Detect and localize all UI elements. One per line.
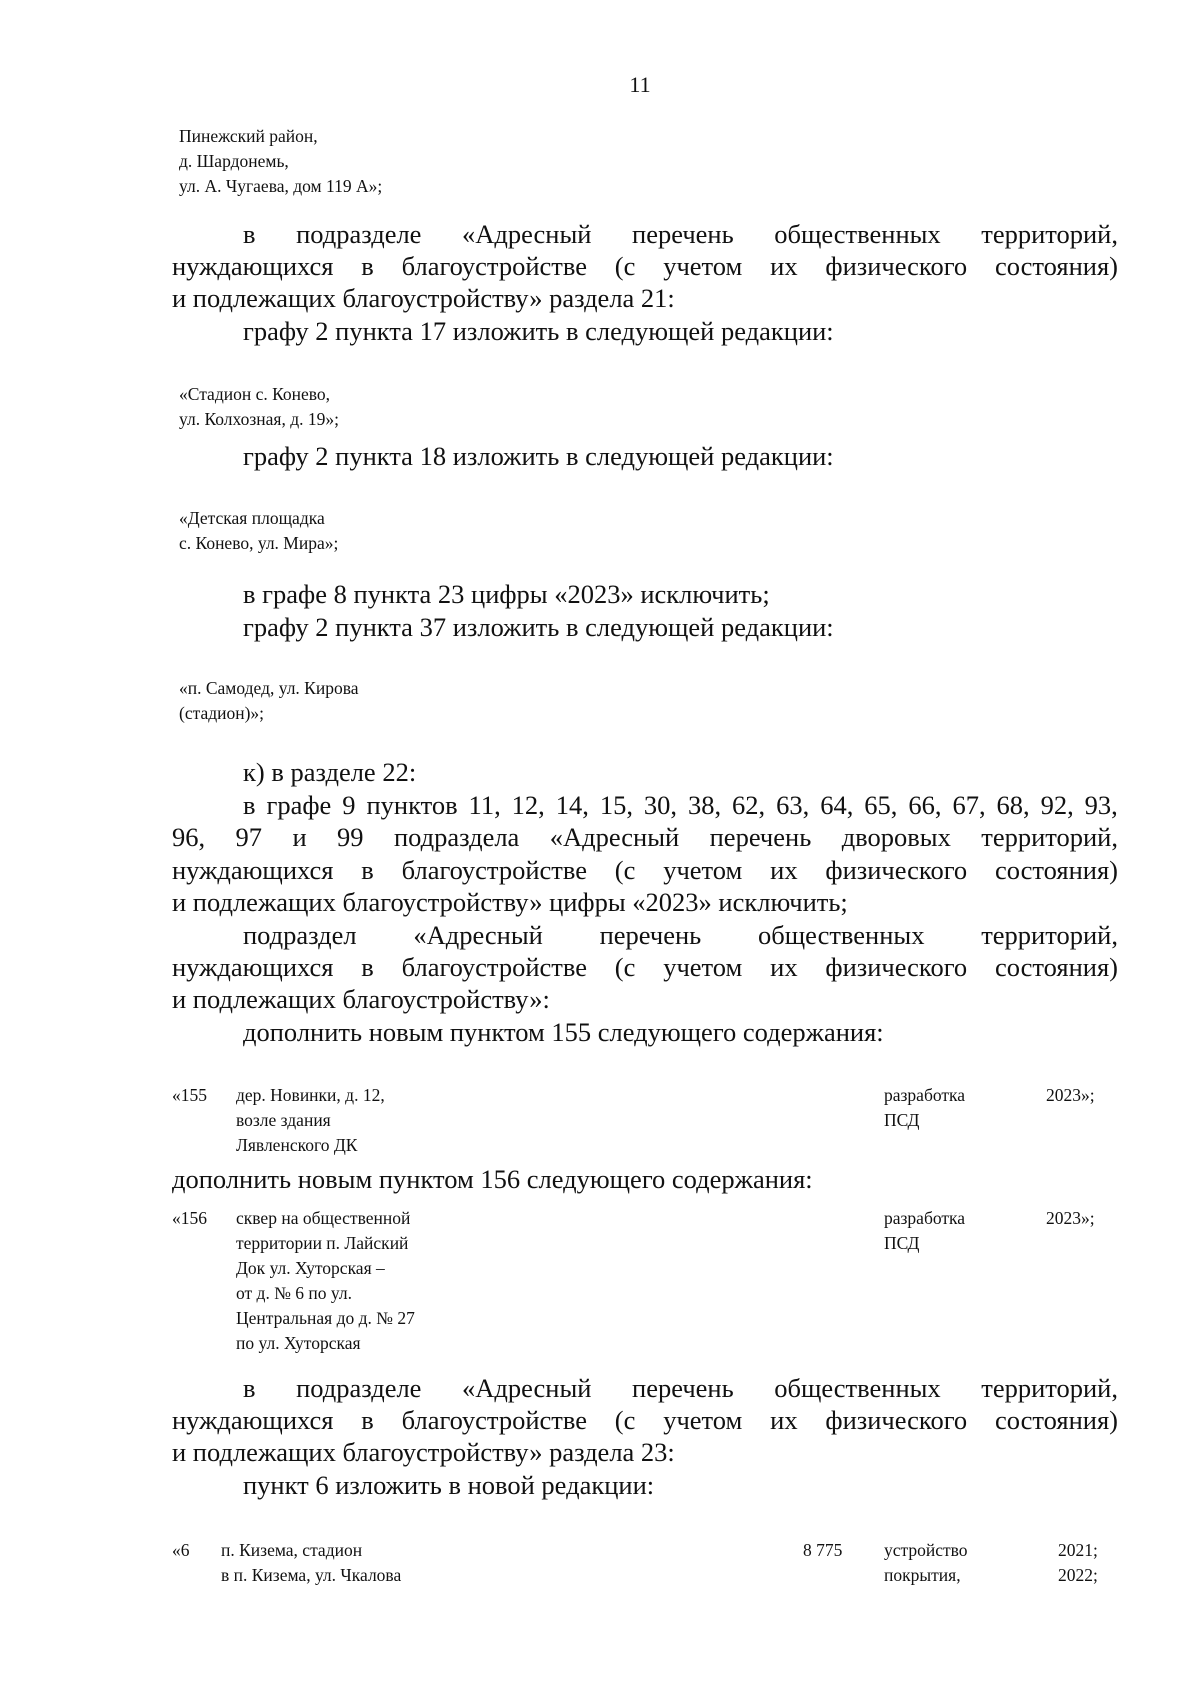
paragraph-line: в графе 8 пункта 23 цифры «2023» исключить; [243, 579, 770, 609]
address-line: д. Шардонемь, [179, 151, 289, 171]
word: «Адресный [549, 822, 680, 852]
word: 12, [511, 790, 545, 820]
address-block [179, 124, 382, 199]
word: состояния) [995, 251, 1118, 281]
word: в [243, 219, 256, 249]
paragraph-line: графу 2 пункта 17 изложить в следующей редакции: [243, 316, 834, 346]
word: 92, [1040, 790, 1074, 820]
word: пунктов [366, 790, 458, 820]
row-work: разработка ПСД [884, 1085, 966, 1130]
word: (с [614, 952, 636, 982]
row-year: 2023»; [1046, 1208, 1095, 1228]
word: 9 [342, 790, 356, 820]
row-number: «6 [172, 1540, 190, 1560]
paragraph-line [172, 251, 1118, 282]
word: перечень [632, 219, 734, 249]
address-line: Пинежский район, [179, 126, 318, 146]
word: физического [825, 251, 968, 281]
word: нуждающихся [172, 1405, 334, 1435]
row-years: 2021; 2022; [1058, 1540, 1098, 1585]
word: (с [614, 855, 636, 885]
word: 65, [864, 790, 898, 820]
row-name: сквер на общественной территории п. Лайский Док ул. Хуторская – от д. № 6 по ул. Центральная до д. № 27 по ул. Хуторская [236, 1208, 415, 1353]
address-line: ул. А. Чугаева, дом 119 А»; [179, 176, 383, 196]
word: 30, [643, 790, 678, 820]
word: нуждающихся [172, 952, 334, 982]
paragraph-line [243, 920, 1118, 951]
word: их [770, 952, 798, 982]
word: учетом [663, 952, 743, 982]
paragraph-line [172, 952, 1118, 983]
word: перечень [709, 822, 812, 852]
word: подраздел [243, 920, 357, 950]
word: 68, [996, 790, 1030, 820]
word: 67, [952, 790, 986, 820]
word: учетом [663, 251, 743, 281]
word: общественных [774, 1373, 941, 1403]
word: в [361, 952, 374, 982]
word: 93, [1084, 790, 1118, 820]
quote-line: «Детская площадка [179, 508, 325, 528]
quote-line: (стадион)»; [179, 703, 265, 723]
row-year: 2023»; [1046, 1085, 1095, 1105]
paragraph-line [172, 1405, 1118, 1436]
word: территорий, [981, 920, 1118, 950]
paragraph-line [243, 1373, 1118, 1404]
word: их [770, 855, 798, 885]
word: (с [614, 251, 636, 281]
paragraph-line: дополнить новым пунктом 156 следующего содержания: [172, 1164, 813, 1194]
paragraph-line [172, 855, 1118, 886]
row-area: 8 775 [803, 1540, 843, 1560]
page-number: 11 [629, 72, 651, 97]
word: подраздела [393, 822, 520, 852]
word: благоустройстве [401, 855, 587, 885]
word: физического [825, 855, 968, 885]
paragraph-line [243, 790, 1118, 821]
row-name: п. Кизема, стадион в п. Кизема, ул. Чкалова [221, 1540, 402, 1585]
word: территорий, [981, 219, 1118, 249]
word: 66, [908, 790, 942, 820]
row-work: устройство покрытия, [884, 1540, 968, 1585]
word: 15, [599, 790, 633, 820]
row-number: «156 [172, 1208, 207, 1228]
word: графе [266, 790, 332, 820]
paragraph-line [243, 219, 1118, 250]
word: «Адресный [462, 1373, 592, 1403]
word: в [361, 855, 374, 885]
word: 38, [687, 790, 722, 820]
word: 11, [468, 790, 501, 820]
quote-line: с. Конево, ул. Мира»; [179, 533, 339, 553]
word: физического [825, 1405, 968, 1435]
word: состояния) [995, 855, 1118, 885]
quote-block [179, 676, 359, 726]
word: учетом [663, 855, 743, 885]
word: перечень [599, 920, 702, 950]
word: территорий, [981, 822, 1118, 852]
word: перечень [632, 1373, 734, 1403]
word: нуждающихся [172, 251, 334, 281]
paragraph-line: графу 2 пункта 37 изложить в следующей редакции: [243, 612, 834, 642]
word: «Адресный [413, 920, 543, 950]
paragraph-line: дополнить новым пунктом 155 следующего содержания: [243, 1017, 884, 1047]
word: нуждающихся [172, 855, 334, 885]
word: в [243, 790, 256, 820]
word: учетом [663, 1405, 743, 1435]
word: состояния) [995, 952, 1118, 982]
paragraph-line: и подлежащих благоустройству»: [172, 984, 550, 1014]
paragraph-line: и подлежащих благоустройству» раздела 21: [172, 283, 675, 313]
word: благоустройстве [401, 952, 587, 982]
paragraph-line: и подлежащих благоустройству» раздела 23: [172, 1437, 675, 1467]
row-number: «155 [172, 1085, 207, 1105]
word: 63, [776, 790, 810, 820]
section-heading: к) в разделе 22: [243, 757, 417, 787]
paragraph-line [172, 822, 1118, 853]
quote-line: ул. Колхозная, д. 19»; [179, 409, 339, 429]
word: их [770, 251, 798, 281]
word: состояния) [995, 1405, 1118, 1435]
quote-line: «Стадион с. Конево, [179, 384, 331, 404]
word: в [243, 1373, 256, 1403]
word: подразделе [296, 1373, 422, 1403]
row-work: разработка ПСД [884, 1208, 966, 1253]
word: территорий, [981, 1373, 1118, 1403]
word: 99 [337, 822, 364, 852]
word: их [770, 1405, 798, 1435]
quote-block [179, 382, 339, 432]
word: общественных [774, 219, 941, 249]
word: (с [614, 1405, 636, 1435]
word: 96, [172, 822, 206, 852]
word: в [361, 1405, 374, 1435]
word: 14, [555, 790, 589, 820]
paragraph-line: графу 2 пункта 18 изложить в следующей редакции: [243, 441, 834, 471]
word: 64, [820, 790, 854, 820]
word: общественных [758, 920, 925, 950]
row-name: дер. Новинки, д. 12, возле здания Лявленского ДК [236, 1085, 385, 1155]
word: дворовых [841, 822, 951, 852]
word: 97 [235, 822, 263, 852]
word: и [292, 822, 307, 852]
word: подразделе [296, 219, 422, 249]
word: благоустройстве [401, 251, 587, 281]
word: благоустройстве [401, 1405, 587, 1435]
paragraph-line: пункт 6 изложить в новой редакции: [243, 1470, 655, 1500]
paragraph-line: и подлежащих благоустройству» цифры «2023» исключить; [172, 887, 848, 917]
word: в [361, 251, 374, 281]
quote-block [179, 506, 338, 556]
quote-line: «п. Самодед, ул. Кирова [179, 678, 359, 698]
word: физического [825, 952, 968, 982]
word: 62, [732, 790, 766, 820]
word: «Адресный [462, 219, 592, 249]
